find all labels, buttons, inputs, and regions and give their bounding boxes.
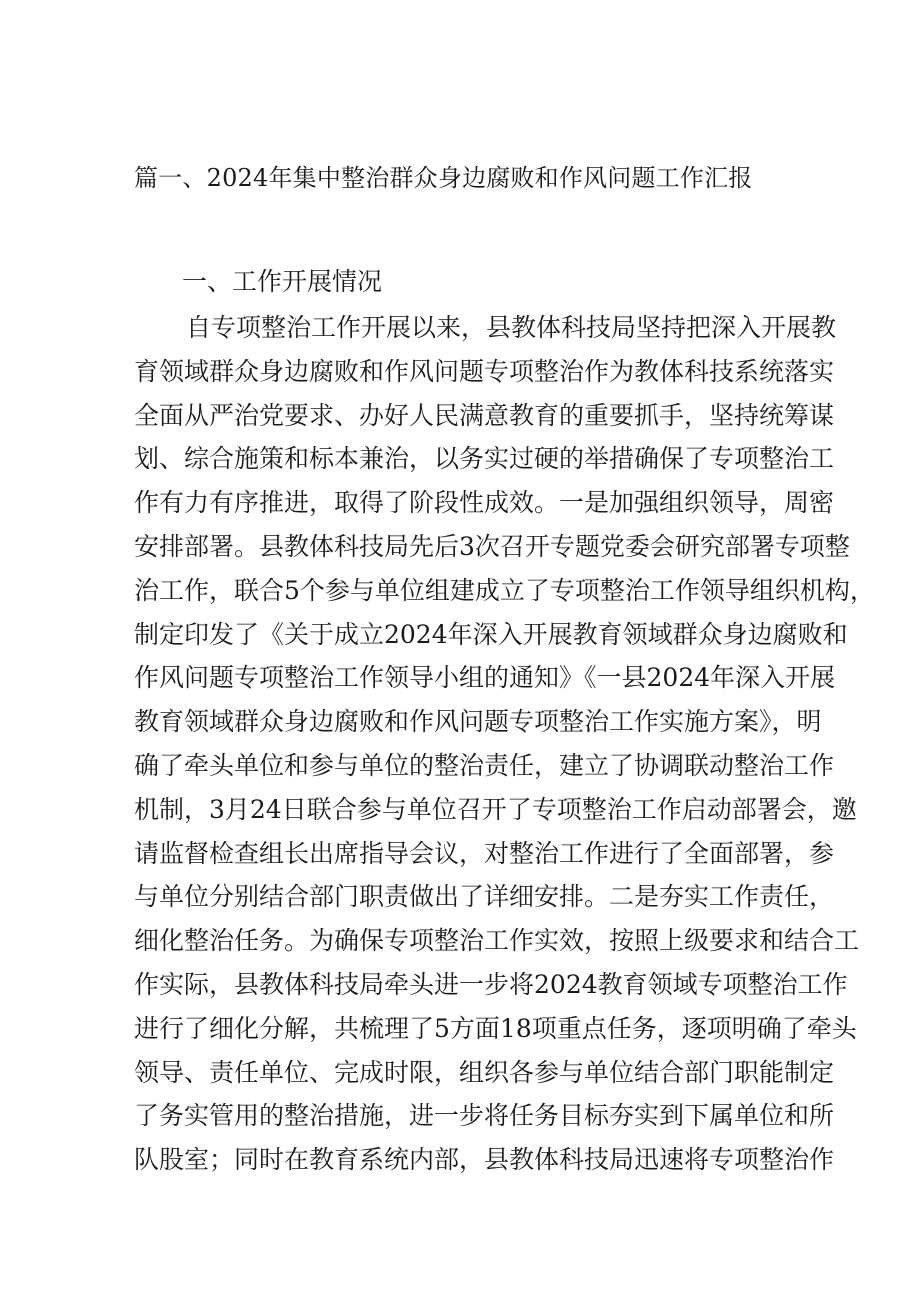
paragraph-line: 教育领域群众身边腐败和作风问题专项整治工作实施方案》，明 bbox=[134, 707, 822, 737]
paragraph-line: 作有力有序推进，取得了阶段性成效。一是加强组织领导，周密 bbox=[134, 488, 835, 518]
paragraph-line: 划、综合施策和标本兼治，以务实过硬的举措确保了专项整治工 bbox=[134, 444, 835, 474]
paragraph-line: 作风问题专项整治工作领导小组的通知》《一县2024年深入开展 bbox=[134, 663, 836, 693]
paragraph-line: 全面从严治党要求、办好人民满意教育的重要抓手，坚持统筹谋 bbox=[134, 400, 835, 430]
body-paragraph bbox=[134, 306, 875, 1182]
paragraph-line: 作实际，县教体科技局牵头进一步将2024教育领域专项整治工作 bbox=[134, 969, 848, 999]
document-title: 篇一、2024年集中整治群众身边腐败和作风问题工作汇报 bbox=[134, 164, 753, 192]
paragraph-line: 制定印发了《关于成立2024年深入开展教育领域群众身边腐败和 bbox=[134, 619, 848, 649]
paragraph-line: 队股室；同时在教育系统内部，县教体科技局迅速将专项整治作 bbox=[134, 1145, 835, 1175]
paragraph-line: 进行了细化分解，共梳理了5方面18项重点任务，逐项明确了牵头 bbox=[134, 1013, 857, 1043]
paragraph-line: 请监督检查组长出席指导会议，对整治工作进行了全面部署，参 bbox=[134, 838, 835, 868]
paragraph-line: 确了牵头单位和参与单位的整治责任，建立了协调联动整治工作 bbox=[134, 750, 835, 780]
paragraph-line: 机制，3月24日联合参与单位召开了专项整治工作启动部署会，邀 bbox=[134, 794, 857, 824]
paragraph-line: 治工作，联合5个参与单位组建成立了专项整治工作领导组织机构， bbox=[134, 575, 875, 605]
paragraph-line: 细化整治任务。为确保专项整治工作实效，按照上级要求和结合工 bbox=[134, 926, 860, 956]
paragraph-line: 领导、责任单位、完成时限，组织各参与单位结合部门职能制定 bbox=[134, 1057, 835, 1087]
paragraph-line: 安排部署。县教体科技局先后3次召开专题党委会研究部署专项整 bbox=[134, 531, 850, 561]
section-heading: 一、工作开展情况 bbox=[182, 267, 383, 296]
paragraph-line: 育领域群众身边腐败和作风问题专项整治作为教体科技系统落实 bbox=[134, 356, 835, 386]
paragraph-line: 自专项整治工作开展以来，县教体科技局坚持把深入开展教 bbox=[186, 313, 837, 342]
paragraph-line: 了务实管用的整治措施，进一步将任务目标夯实到下属单位和所 bbox=[134, 1101, 835, 1131]
paragraph-line: 与单位分别结合部门职责做出了详细安排。二是夯实工作责任， bbox=[134, 882, 835, 912]
